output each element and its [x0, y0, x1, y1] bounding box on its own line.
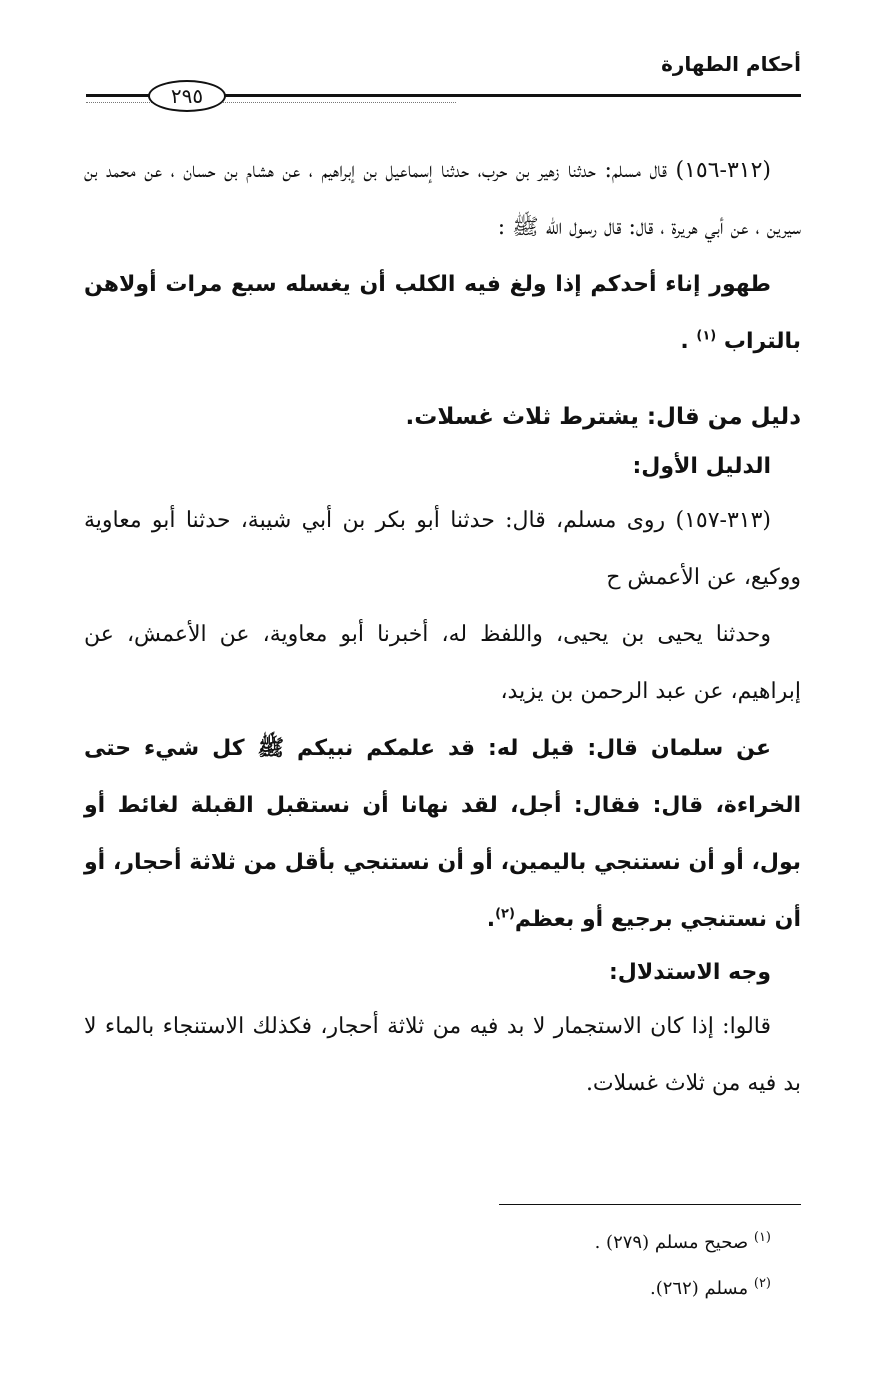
inference-paragraph: قالوا: إذا كان الاستجمار لا بد فيه من ثلاثة أحجار، فكذلك الاستنجاء بالماء لا بد فيه من ثلاث غسلات.: [84, 1014, 801, 1096]
section-heading: دليل من قال: يشترط ثلاث غسلات.: [405, 404, 801, 430]
footnote-ref-2: (٢): [495, 906, 515, 922]
hadith-matn-end: .: [680, 329, 697, 354]
hadith-matn-157: [84, 720, 801, 948]
footnote-text-1: صحيح مسلم (٢٧٩) .: [594, 1232, 754, 1253]
hadith-paragraph-156: (٣١٢-١٥٦) قال مسلم: حدثنا زهير بن حرب، حدثنا إسماعيل بن إبراهيم ، عن هشام بن حسان ، عن محمد بن سيرين ، عن أبي هريرة ، قال: قال رسول الله ﷺ :: [84, 158, 801, 240]
subheading-inference: وجه الاستدلال:: [608, 960, 771, 985]
hadith-chain-paragraph: وحدثنا يحيى بن يحيى، واللفظ له، أخبرنا أبو معاوية، عن الأعمش، عن إبراهيم، عن عبد الرحمن بن يزيد،: [84, 622, 801, 704]
footnotes: [595, 1220, 771, 1312]
page-number: ٢٩٥: [148, 80, 226, 112]
hadith-matn-text: طهور إناء أحدكم إذا ولغ فيه الكلب أن يغسله سبع مرات أولاهن بالتراب: [84, 272, 801, 354]
hadith-paragraph-157: (٣١٣-١٥٧) روى مسلم، قال: حدثنا أبو بكر بن أبي شيبة، حدثنا أبو معاوية ووكيع، عن الأعمش ح: [84, 508, 801, 590]
footnote-marker-2: (٢): [753, 1276, 771, 1291]
running-title: أحكام الطهارة: [661, 52, 801, 76]
main-text: [84, 142, 801, 1112]
subheading-first-proof: الدليل الأول:: [632, 454, 771, 479]
footnote-text-2: مسلم (٢٦٢).: [649, 1278, 754, 1299]
hadith-matn-text-2: عن سلمان قال: قيل له: قد علمكم نبيكم ﷺ كل شيء حتى الخراءة، قال: فقال: أجل، لقد نهانا أن نستقبل القبلة لغائط أو بول، أو أن نستنجي باليمين، أو أن نستنجي بأقل من ثلاثة أحجار، أو أن نستنجي برجيع أو بعظم: [84, 736, 801, 932]
header-rule-ornament: [86, 102, 456, 103]
hadith-matn-156: [84, 256, 801, 370]
footnote-divider: [499, 1204, 801, 1205]
footnote-ref-1: (١): [696, 328, 717, 344]
footnote-1: [595, 1220, 771, 1266]
hadith-matn-end-2: .: [486, 907, 496, 932]
footnote-marker-1: (١): [753, 1230, 771, 1245]
footnote-2: [595, 1266, 771, 1312]
